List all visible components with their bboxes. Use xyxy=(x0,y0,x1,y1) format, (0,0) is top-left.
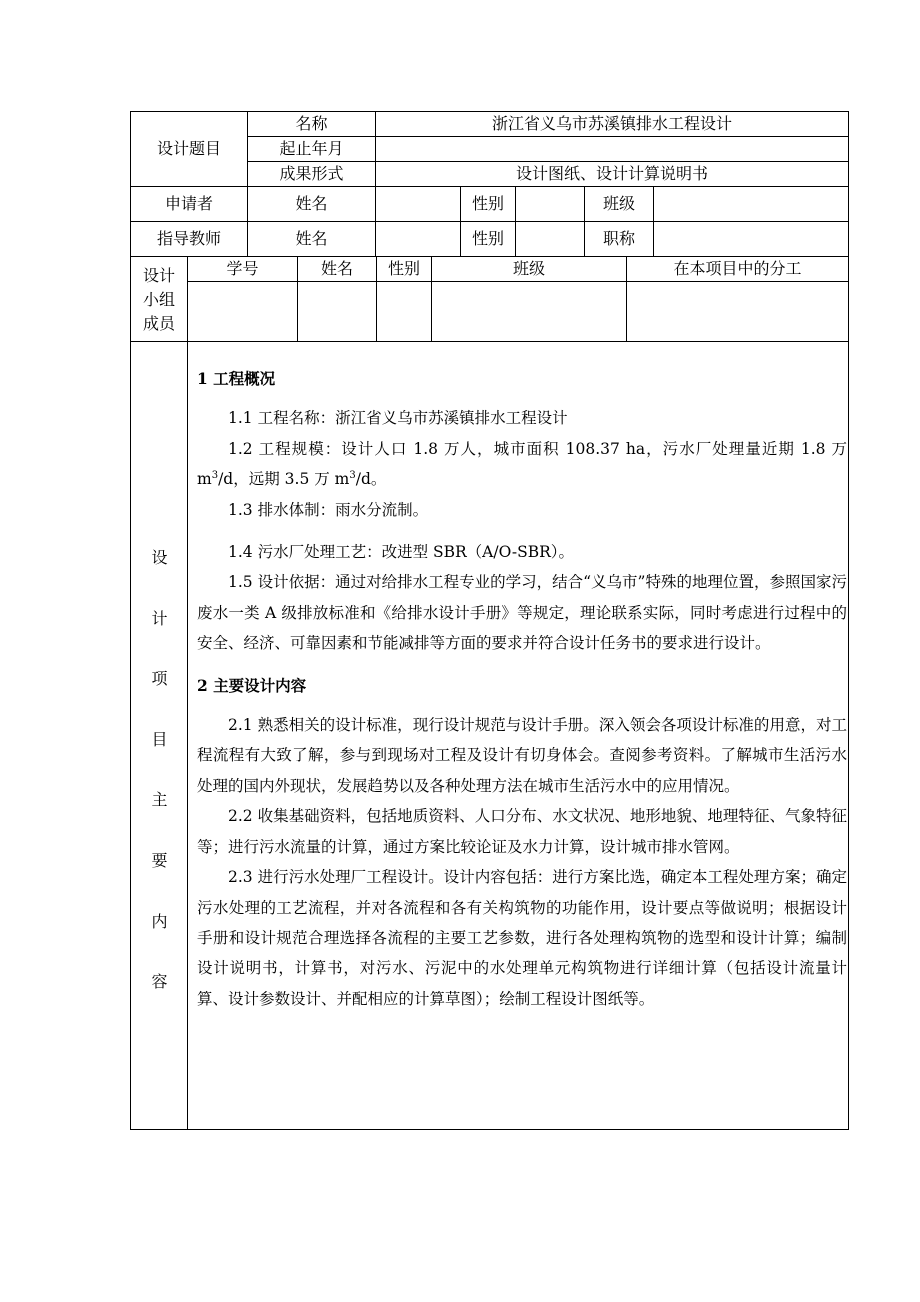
table-line xyxy=(130,341,849,342)
paragraph: 2.3 进行污水处理厂工程设计。设计内容包括：进行方案比选，确定本工程处理方案；确定污水处理的工艺流程，并对各流程和各有关构筑物的功能作用，设计要点等做说明；根据设计手册和设计规范合理选择各流程的主要工艺参数，进行各处理构筑物的选型和设计计算；编制设计说明书，计算书，对污水、污泥中的水处理单元构筑物进行详细计算（包括设计流量计算、设计参数设计、并配相应的计算草图）；绘制工程设计图纸等。 xyxy=(197,868,847,1008)
col-member-name: 姓名 xyxy=(320,259,353,278)
name-label: 名称 xyxy=(295,114,328,133)
col-member-gender: 性别 xyxy=(387,259,420,278)
applicant-label: 申请者 xyxy=(164,194,213,213)
text-run: 1.2 工程规模：设计人口 1.8 万人，城市面积 108.37 ha，污水厂处理量近期 1.8 万 m xyxy=(197,439,847,489)
spacer xyxy=(197,701,847,710)
advisor-gender-value xyxy=(516,222,584,256)
applicant-name-value xyxy=(376,187,460,221)
table-line xyxy=(187,281,849,282)
table-line xyxy=(848,111,849,1130)
applicant-name-label: 姓名 xyxy=(295,194,328,213)
paragraph: 1.1 工程名称：浙江省义乌市苏溪镇排水工程设计 xyxy=(228,409,568,428)
side-label-char: 项 xyxy=(151,669,168,688)
paragraph: 1.5 设计依据：通过对给排水工程专业的学习，结合“义乌市”特殊的地理位置，参照国家污废水一类 A 级排放标准和《给排水设计手册》等规定，理论联系实际，同时考虑进行过程中的安全、经济、可靠因素和节能减排等方面的要求并符合设计任务书的要求进行设计。 xyxy=(197,573,847,653)
period-value xyxy=(376,137,848,161)
spacer xyxy=(197,525,847,537)
group-label xyxy=(131,264,187,336)
side-label-char: 要 xyxy=(151,851,168,870)
advisor-name-value xyxy=(376,222,460,256)
side-label-char: 主 xyxy=(151,790,168,809)
col-member-class: 班级 xyxy=(512,259,545,278)
side-label-char: 设 xyxy=(151,548,168,567)
side-label-char: 目 xyxy=(151,730,168,749)
applicant-gender-label: 性别 xyxy=(471,194,504,213)
advisor-gender-label: 性别 xyxy=(471,229,504,248)
col-member-role: 在本项目中的分工 xyxy=(673,259,802,278)
table-line xyxy=(187,256,188,1130)
advisor-title-value xyxy=(654,222,848,256)
spacer xyxy=(197,394,847,403)
group-label-line: 成员 xyxy=(142,314,175,333)
project-name: 浙江省义乌市苏溪镇排水工程设计 xyxy=(491,114,732,133)
period-label: 起止年月 xyxy=(279,139,344,158)
topic-label: 设计题目 xyxy=(156,139,221,158)
text-run: /d，远期 3.5 万 m xyxy=(218,470,350,489)
side-label-char: 内 xyxy=(151,912,168,931)
applicant-gender-value xyxy=(516,187,584,221)
result-label: 成果形式 xyxy=(279,164,344,183)
paragraph xyxy=(197,434,847,495)
advisor-name-label: 姓名 xyxy=(295,229,328,248)
paragraph: 1.3 排水体制：雨水分流制。 xyxy=(228,500,429,519)
text-run: /d。 xyxy=(355,470,387,489)
advisor-label: 指导教师 xyxy=(156,229,221,248)
table-line xyxy=(130,1129,849,1130)
paragraph: 2.2 收集基础资料，包括地质资料、人口分布、水文状况、地形地貌、地理特征、气象特征等；进行污水流量的计算，通过方案比较论证及水力计算，设计城市排水管网。 xyxy=(197,807,847,856)
main-content xyxy=(197,364,847,1014)
paragraph: 1.4 污水厂处理工艺：改进型 SBR（A/O-SBR）。 xyxy=(228,543,575,562)
applicant-class-value xyxy=(654,187,848,221)
superscript: 3 xyxy=(349,470,356,482)
superscript: 3 xyxy=(211,470,219,482)
paragraph: 2.1 熟悉相关的设计标准，现行设计规范与设计手册。深入领会各项设计标准的用意，对工程流程有大致了解，参与到现场对工程及设计有切身体会。查阅参考资料。了解城市生活污水处理的国内外现状，发展趋势以及各种处理方法在城市生活污水中的应用情况。 xyxy=(197,716,847,795)
col-student-id: 学号 xyxy=(226,259,259,278)
side-label-char: 容 xyxy=(151,972,168,991)
section-title: 1 工程概况 xyxy=(197,369,276,388)
section-title: 2 主要设计内容 xyxy=(197,675,307,695)
group-label-line: 设计 xyxy=(142,266,175,285)
group-label-line: 小组 xyxy=(142,290,175,309)
side-label-char: 计 xyxy=(151,609,168,628)
result-value: 设计图纸、设计计算说明书 xyxy=(515,164,708,183)
applicant-class-label: 班级 xyxy=(602,194,635,213)
advisor-title-label: 职称 xyxy=(602,229,635,248)
spacer xyxy=(197,659,847,671)
